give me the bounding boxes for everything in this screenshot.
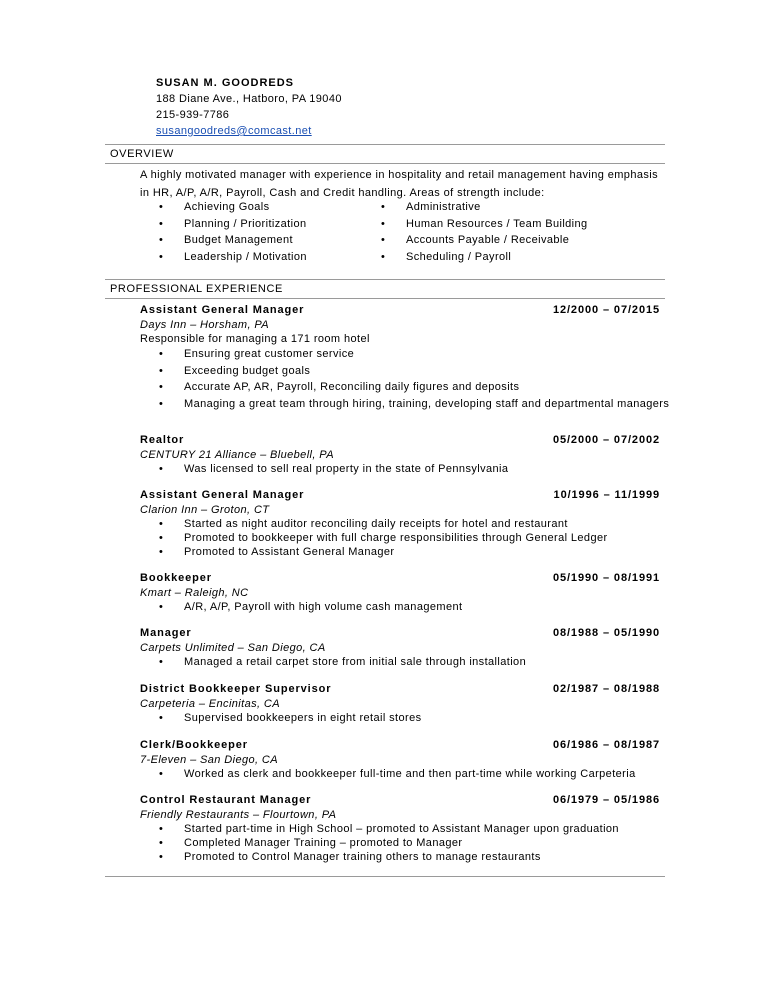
job-header bbox=[140, 682, 660, 697]
job-header bbox=[140, 738, 660, 753]
bullet-icon: • bbox=[381, 217, 386, 230]
job-title: Control Restaurant Manager bbox=[140, 794, 312, 806]
job-duties-list bbox=[140, 767, 660, 781]
job-company: Carpeteria – Encinitas, CA bbox=[140, 698, 281, 710]
job-duties-list bbox=[140, 711, 660, 725]
strength-label: Human Resources / Team Building bbox=[406, 217, 588, 230]
bullet-icon: • bbox=[159, 217, 164, 230]
job-duty-text: Managing a great team through hiring, training, developing staff and departmental managers bbox=[184, 397, 670, 410]
bullet-icon: • bbox=[159, 656, 164, 668]
job-duty-text: Started part-time in High School – promoted to Assistant Manager upon graduation bbox=[184, 823, 619, 835]
strength-item bbox=[362, 232, 588, 249]
job-duty-text: Started as night auditor reconciling daily receipts for hotel and restaurant bbox=[184, 518, 568, 530]
job-entry bbox=[140, 303, 670, 412]
job-dates: 12/2000 – 07/2015 bbox=[552, 304, 660, 316]
job-duty-text: A/R, A/P, Payroll with high volume cash management bbox=[184, 601, 463, 613]
job-company: Clarion Inn – Groton, CT bbox=[140, 504, 270, 516]
applicant-name: SUSAN M. GOODREDS bbox=[156, 77, 295, 89]
experience-heading: PROFESSIONAL EXPERIENCE bbox=[110, 283, 283, 295]
job-header bbox=[140, 488, 660, 503]
job-dates: 06/1979 – 05/1986 bbox=[552, 794, 660, 806]
bullet-icon: • bbox=[159, 837, 164, 849]
job-duty bbox=[140, 600, 660, 614]
applicant-phone: 215-939-7786 bbox=[156, 109, 230, 121]
job-entry bbox=[140, 488, 660, 559]
job-duty-text: Ensuring great customer service bbox=[184, 348, 355, 360]
strengths-right-column bbox=[362, 199, 588, 265]
job-header bbox=[140, 571, 660, 586]
job-header bbox=[140, 793, 660, 808]
strengths-left-column bbox=[140, 199, 307, 265]
bullet-icon: • bbox=[381, 250, 386, 263]
bullet-icon: • bbox=[159, 381, 164, 393]
job-duty-text: Supervised bookkeepers in eight retail stores bbox=[184, 712, 422, 724]
job-dates: 02/1987 – 08/1988 bbox=[552, 683, 660, 695]
job-duty bbox=[140, 396, 670, 413]
bullet-icon: • bbox=[381, 234, 386, 246]
section-divider bbox=[105, 298, 665, 299]
job-duty bbox=[140, 850, 660, 864]
job-title: Clerk/Bookkeeper bbox=[140, 739, 248, 751]
bullet-icon: • bbox=[159, 532, 164, 544]
job-duty bbox=[140, 379, 660, 396]
bullet-icon: • bbox=[159, 712, 164, 724]
strength-item bbox=[362, 199, 588, 216]
strength-item bbox=[362, 216, 588, 233]
applicant-email-link[interactable]: susangoodreds@comcast.net bbox=[156, 125, 312, 137]
job-title: Bookkeeper bbox=[140, 572, 212, 584]
job-title: Realtor bbox=[140, 434, 185, 446]
job-header bbox=[140, 303, 660, 318]
job-entry bbox=[140, 682, 660, 725]
job-entry bbox=[140, 626, 660, 669]
strength-item bbox=[140, 199, 307, 216]
strength-label: Leadership / Motivation bbox=[184, 250, 307, 263]
job-company: Friendly Restaurants – Flourtown, PA bbox=[140, 809, 337, 821]
contact-header bbox=[156, 75, 342, 139]
job-duty-text: Was licensed to sell real property in the state of Pennsylvania bbox=[184, 463, 509, 475]
job-duty bbox=[140, 836, 660, 850]
bullet-icon: • bbox=[381, 201, 386, 213]
job-company: Kmart – Raleigh, NC bbox=[140, 587, 249, 599]
job-duty-text: Accurate AP, AR, Payroll, Reconciling daily figures and deposits bbox=[184, 381, 520, 393]
job-description: Responsible for managing a 171 room hotel bbox=[140, 333, 370, 345]
strength-label: Administrative bbox=[406, 201, 481, 213]
job-duty bbox=[140, 517, 660, 531]
job-duties-list bbox=[140, 346, 670, 412]
section-divider bbox=[105, 876, 665, 877]
job-duty-text: Exceeding budget goals bbox=[184, 364, 311, 377]
job-entry bbox=[140, 793, 660, 864]
job-duties-list bbox=[140, 517, 660, 559]
bullet-icon: • bbox=[159, 250, 164, 263]
job-duties-list bbox=[140, 462, 660, 476]
job-duty bbox=[140, 462, 660, 476]
bullet-icon: • bbox=[159, 823, 164, 835]
job-title: Assistant General Manager bbox=[140, 304, 305, 316]
strength-item bbox=[140, 249, 307, 266]
job-company: CENTURY 21 Alliance – Bluebell, PA bbox=[140, 449, 334, 461]
job-dates: 05/2000 – 07/2002 bbox=[552, 434, 660, 446]
job-duty bbox=[140, 822, 660, 836]
job-duty bbox=[140, 346, 660, 363]
job-dates: 06/1986 – 08/1987 bbox=[552, 739, 660, 751]
section-divider bbox=[105, 279, 665, 280]
job-header bbox=[140, 433, 660, 448]
job-duty bbox=[140, 363, 660, 380]
job-entry bbox=[140, 571, 660, 614]
bullet-icon: • bbox=[159, 397, 164, 410]
strength-label: Planning / Prioritization bbox=[184, 217, 307, 230]
job-dates: 08/1988 – 05/1990 bbox=[552, 627, 660, 639]
bullet-icon: • bbox=[159, 463, 164, 475]
strength-item bbox=[140, 232, 307, 249]
job-duty-text: Worked as clerk and bookkeeper full-time and then part-time while working Carpeteria bbox=[184, 768, 636, 780]
job-entry bbox=[140, 738, 660, 781]
job-duty bbox=[140, 655, 660, 669]
strength-item bbox=[140, 216, 307, 233]
section-divider bbox=[105, 144, 665, 145]
section-divider bbox=[105, 163, 665, 164]
applicant-address: 188 Diane Ave., Hatboro, PA 19040 bbox=[156, 93, 342, 105]
bullet-icon: • bbox=[159, 348, 164, 360]
job-duty-text: Completed Manager Training – promoted to Manager bbox=[184, 837, 463, 849]
job-title: Manager bbox=[140, 627, 192, 639]
job-dates: 10/1996 – 11/1999 bbox=[553, 489, 660, 501]
job-dates: 05/1990 – 08/1991 bbox=[552, 572, 660, 584]
bullet-icon: • bbox=[159, 518, 164, 530]
overview-heading: OVERVIEW bbox=[110, 148, 174, 160]
bullet-icon: • bbox=[159, 851, 164, 863]
strength-label: Budget Management bbox=[184, 234, 293, 246]
strength-item bbox=[362, 249, 588, 266]
job-duty-text: Managed a retail carpet store from initial sale through installation bbox=[184, 656, 527, 668]
bullet-icon: • bbox=[159, 768, 164, 780]
job-duties-list bbox=[140, 655, 660, 669]
job-duty-text: Promoted to Control Manager training others to manage restaurants bbox=[184, 851, 541, 863]
job-entry bbox=[140, 433, 660, 476]
job-duty-text: Promoted to bookkeeper with full charge responsibilities through General Ledger bbox=[184, 532, 608, 544]
job-company: Carpets Unlimited – San Diego, CA bbox=[140, 642, 326, 654]
job-duty bbox=[140, 767, 660, 781]
job-duty bbox=[140, 545, 660, 559]
strength-label: Achieving Goals bbox=[184, 201, 270, 213]
bullet-icon: • bbox=[159, 234, 164, 246]
job-duties-list bbox=[140, 822, 660, 864]
job-company: 7-Eleven – San Diego, CA bbox=[140, 754, 279, 766]
strength-label: Accounts Payable / Receivable bbox=[406, 234, 570, 246]
job-title: Assistant General Manager bbox=[140, 489, 305, 501]
bullet-icon: • bbox=[159, 601, 164, 613]
job-duty bbox=[140, 531, 660, 545]
job-company: Days Inn – Horsham, PA bbox=[140, 319, 270, 331]
overview-text: A highly motivated manager with experience in hospitality and retail management having emphasis in HR, A/P, A/R, Payroll, Cash and Credit handling. Areas of strength include: bbox=[140, 169, 658, 199]
bullet-icon: • bbox=[159, 201, 164, 213]
job-duty bbox=[140, 711, 660, 725]
job-header bbox=[140, 626, 660, 641]
strength-label: Scheduling / Payroll bbox=[406, 250, 512, 263]
job-duty-text: Promoted to Assistant General Manager bbox=[184, 546, 395, 558]
bullet-icon: • bbox=[159, 364, 164, 377]
job-title: District Bookkeeper Supervisor bbox=[140, 683, 332, 695]
bullet-icon: • bbox=[159, 546, 164, 558]
job-duties-list bbox=[140, 600, 660, 614]
